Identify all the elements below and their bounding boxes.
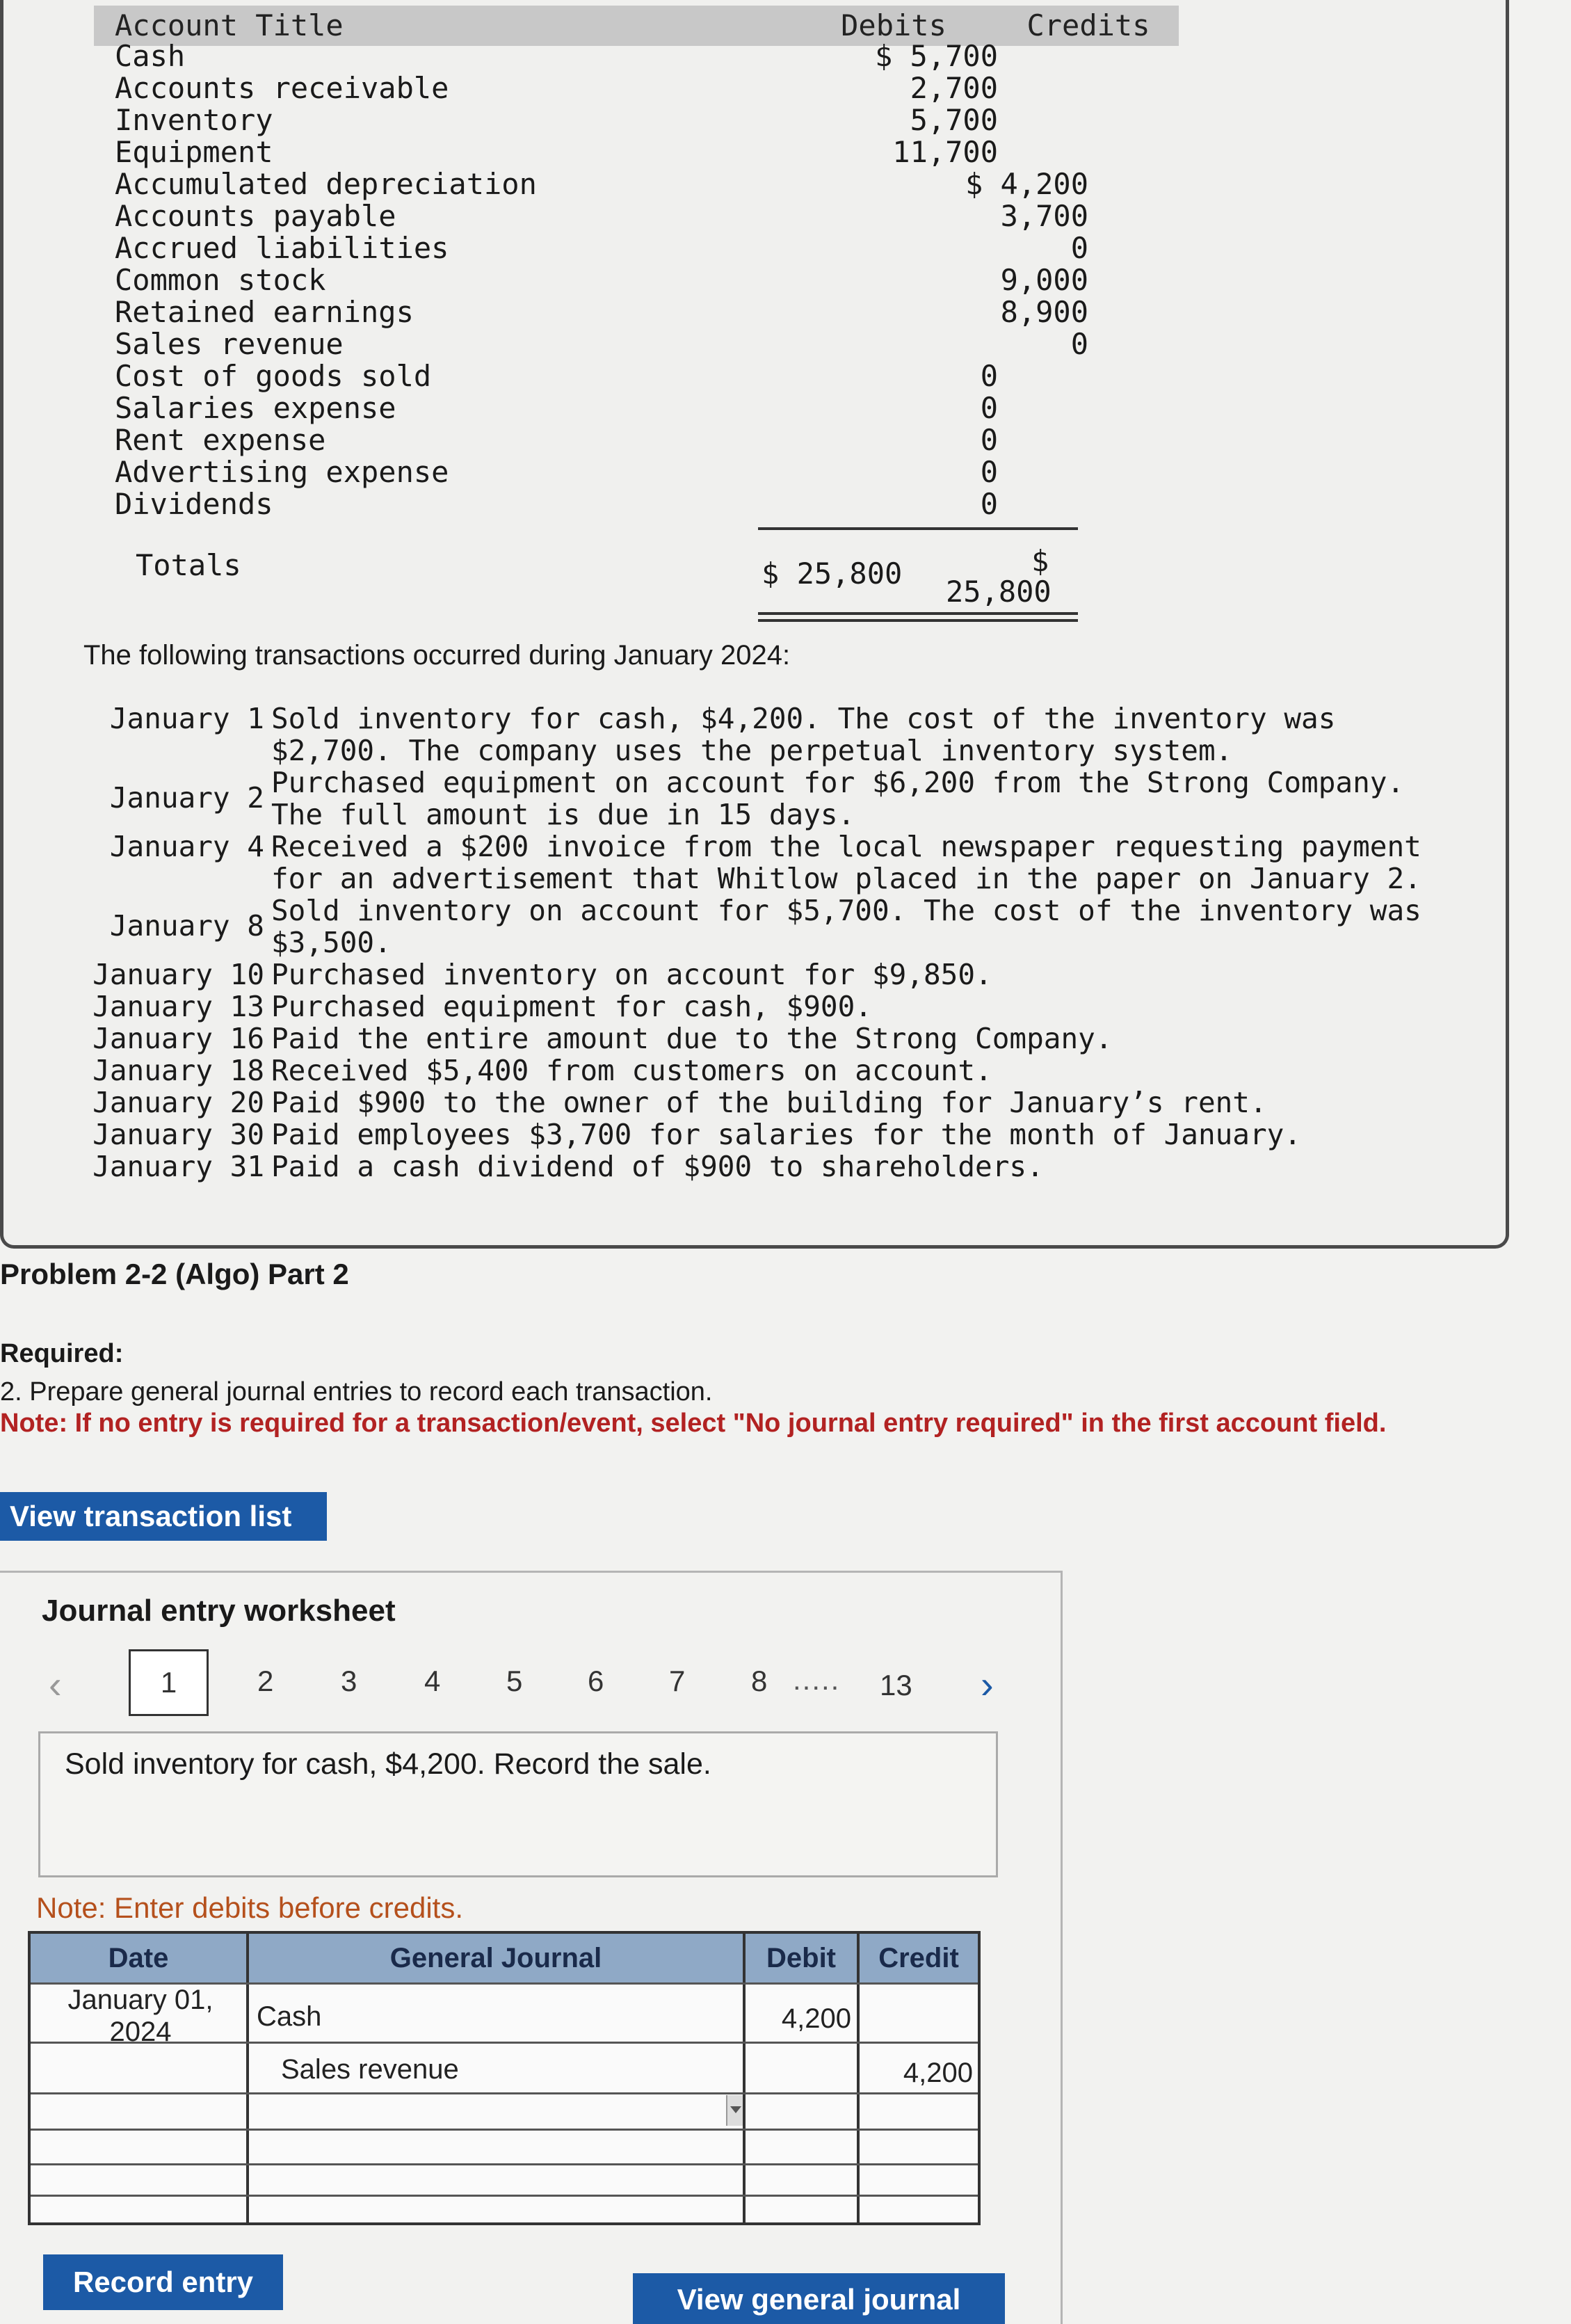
- required-text: 2. Prepare general journal entries to record each transaction.: [0, 1377, 713, 1407]
- tb-row-equipment: [94, 136, 1088, 168]
- instruction-note: Note: If no entry is required for a transaction/event, select "No journal entry required" in the first account field.: [0, 1409, 1387, 1438]
- transaction-text: Paid the entire amount due to the Strong Company.: [271, 1022, 1113, 1055]
- tb-account: Salaries expense: [115, 391, 396, 425]
- column-header-general-journal: General Journal: [249, 1934, 743, 1982]
- transaction-text: Purchased equipment on account for $6,200 from the Strong Company. The full amount is due in 15 days.: [271, 766, 1405, 831]
- transaction-description: Sold inventory for cash, $4,200. Record the sale.: [65, 1747, 711, 1781]
- totals-rule: [758, 527, 1078, 530]
- column-divider: [857, 1934, 860, 2222]
- row-divider: [31, 2195, 978, 2197]
- tb-account: Accrued liabilities: [115, 231, 449, 265]
- journal-entry-worksheet: [0, 1571, 1063, 2324]
- tb-credit: 0: [1070, 231, 1088, 265]
- column-header-credit: Credit: [860, 1934, 978, 1982]
- tb-account: Rent expense: [115, 423, 326, 457]
- tb-row-dividends: [94, 488, 1088, 520]
- tb-account: Retained earnings: [115, 295, 414, 329]
- tb-debit: 0: [980, 455, 998, 489]
- transaction-text: Paid $900 to the owner of the building for January’s rent.: [271, 1086, 1267, 1119]
- totals-label: Totals: [136, 548, 241, 582]
- problem-title: Problem 2-2 (Algo) Part 2: [0, 1258, 349, 1290]
- row-divider: [31, 2129, 978, 2131]
- chevron-left-icon[interactable]: ‹: [49, 1662, 62, 1706]
- tb-row-sales-revenue: [94, 328, 1088, 360]
- tb-credit: 8,900: [1000, 295, 1088, 329]
- page-7-tab[interactable]: 7: [669, 1665, 686, 1697]
- chevron-right-icon[interactable]: ›: [981, 1662, 994, 1706]
- debits-credits-note: Note: Enter debits before credits.: [36, 1891, 463, 1924]
- page-1-tab[interactable]: 1: [129, 1649, 209, 1716]
- tb-row-accrued-liabilities: [94, 232, 1088, 264]
- account-cell[interactable]: Sales revenue: [281, 2054, 459, 2085]
- transaction-date: January 30: [92, 1118, 264, 1151]
- tb-debit: 0: [980, 423, 998, 457]
- column-header-debit: Debit: [746, 1934, 857, 1982]
- tb-account: Equipment: [115, 135, 273, 169]
- page-6-tab[interactable]: 6: [588, 1665, 604, 1697]
- transaction-date: January 2: [109, 781, 264, 815]
- totals-credit-symbol: $: [1031, 544, 1049, 578]
- tb-row-retained-earnings: [94, 296, 1088, 328]
- transaction-text: Purchased inventory on account for $9,850.: [271, 958, 992, 991]
- transaction-text: Paid employees $3,700 for salaries for the month of January.: [271, 1118, 1302, 1151]
- tb-row-cash: [94, 40, 1088, 72]
- tb-row-rent-expense: [94, 424, 1088, 456]
- tb-account: Cash: [115, 39, 186, 73]
- tb-debit: 0: [980, 391, 998, 425]
- view-general-journal-button[interactable]: View general journal: [633, 2273, 1005, 2324]
- debit-cell[interactable]: 4,200: [781, 2003, 851, 2034]
- transaction-text: Sold inventory on account for $5,700. The cost of the inventory was $3,500.: [271, 894, 1421, 959]
- transaction-text: Received a $200 invoice from the local newspaper requesting payment for an advertisement that Whitlow placed in the paper on January 2.: [271, 830, 1421, 895]
- transaction-date: January 8: [109, 909, 264, 943]
- account-dropdown-arrow-icon[interactable]: [726, 2095, 743, 2126]
- tb-row-accumulated-depreciation: [94, 168, 1088, 200]
- tb-debit: 0: [980, 487, 998, 521]
- tb-account: Inventory: [115, 103, 273, 137]
- transaction-pager: [35, 1649, 1022, 1719]
- transaction-date: January 1: [109, 702, 264, 735]
- pager-ellipsis: .....: [793, 1663, 841, 1696]
- tb-account: Advertising expense: [115, 455, 449, 489]
- tb-row-common-stock: [94, 264, 1088, 296]
- transaction-text: Paid a cash dividend of $900 to shareholders.: [271, 1150, 1044, 1183]
- page-8-tab[interactable]: 8: [751, 1665, 768, 1697]
- tb-account: Sales revenue: [115, 327, 344, 361]
- totals-debit: $ 25,800: [762, 556, 903, 591]
- tb-account: Accounts receivable: [115, 71, 449, 105]
- tb-credit: 3,700: [1000, 199, 1088, 233]
- transaction-date: January 10: [92, 958, 264, 991]
- account-cell[interactable]: Cash: [257, 2001, 322, 2032]
- tb-account: Common stock: [115, 263, 326, 297]
- column-header-date: Date: [31, 1934, 246, 1982]
- page-5-tab[interactable]: 5: [506, 1665, 523, 1697]
- tb-row-advertising-expense: [94, 456, 1088, 488]
- transaction-date: January 16: [92, 1022, 264, 1055]
- header-credits: Credits: [998, 6, 1179, 46]
- transaction-date: January 20: [92, 1086, 264, 1119]
- double-rule: [758, 612, 1078, 615]
- tb-debit: 5,700: [910, 103, 998, 137]
- page-13-tab[interactable]: 13: [880, 1669, 912, 1701]
- transaction-text: Received $5,400 from customers on account.: [271, 1054, 992, 1087]
- column-divider: [246, 1934, 249, 2222]
- row-divider: [31, 2092, 978, 2094]
- tb-credit: $ 4,200: [965, 167, 1088, 201]
- page-4-tab[interactable]: 4: [424, 1665, 441, 1697]
- page-2-tab[interactable]: 2: [257, 1665, 274, 1697]
- tb-debit: 11,700: [892, 135, 998, 169]
- tb-row-cost-of-goods-sold: [94, 360, 1088, 392]
- tb-credit: 9,000: [1000, 263, 1088, 297]
- tb-account: Accumulated depreciation: [115, 167, 537, 201]
- view-transaction-list-button[interactable]: View transaction list: [0, 1492, 327, 1541]
- tb-account: Cost of goods sold: [115, 359, 432, 393]
- tb-debit: 2,700: [910, 71, 998, 105]
- transaction-description-box: [38, 1731, 998, 1877]
- tb-debit: $ 5,700: [874, 39, 998, 73]
- transaction-text: Purchased equipment for cash, $900.: [271, 990, 872, 1023]
- header-debits: Debits: [789, 6, 998, 46]
- tb-debit: 0: [980, 359, 998, 393]
- tb-row-inventory: [94, 104, 1088, 136]
- transactions-intro: The following transactions occurred during January 2024:: [83, 640, 791, 671]
- totals-credit: 25,800: [946, 575, 1052, 609]
- row-divider: [31, 2163, 978, 2165]
- worksheet-title: Journal entry worksheet: [42, 1594, 396, 1628]
- tb-row-accounts-payable: [94, 200, 1088, 232]
- tb-account: Accounts payable: [115, 199, 396, 233]
- journal-entry-table: [28, 1931, 981, 2225]
- transaction-date: January 4: [109, 830, 264, 863]
- transaction-date: January 31: [92, 1150, 264, 1183]
- tb-row-salaries-expense: [94, 392, 1088, 424]
- transaction-date: January 18: [92, 1054, 264, 1087]
- entry-date-cell[interactable]: January 01, 2024: [67, 1985, 214, 2047]
- double-rule: [758, 619, 1078, 622]
- tb-row-accounts-receivable: [94, 72, 1088, 104]
- transaction-text: Sold inventory for cash, $4,200. The cost of the inventory was $2,700. The company uses the perpetual inventory system.: [271, 702, 1336, 767]
- tb-credit: 0: [1070, 327, 1088, 361]
- transaction-date: January 13: [92, 990, 264, 1023]
- required-label: Required:: [0, 1339, 124, 1368]
- record-entry-button[interactable]: Record entry: [43, 2254, 283, 2310]
- column-divider: [743, 1934, 746, 2222]
- credit-cell[interactable]: 4,200: [903, 2058, 973, 2088]
- tb-account: Dividends: [115, 487, 273, 521]
- header-account-title: Account Title: [94, 6, 1085, 46]
- page-3-tab[interactable]: 3: [341, 1665, 357, 1697]
